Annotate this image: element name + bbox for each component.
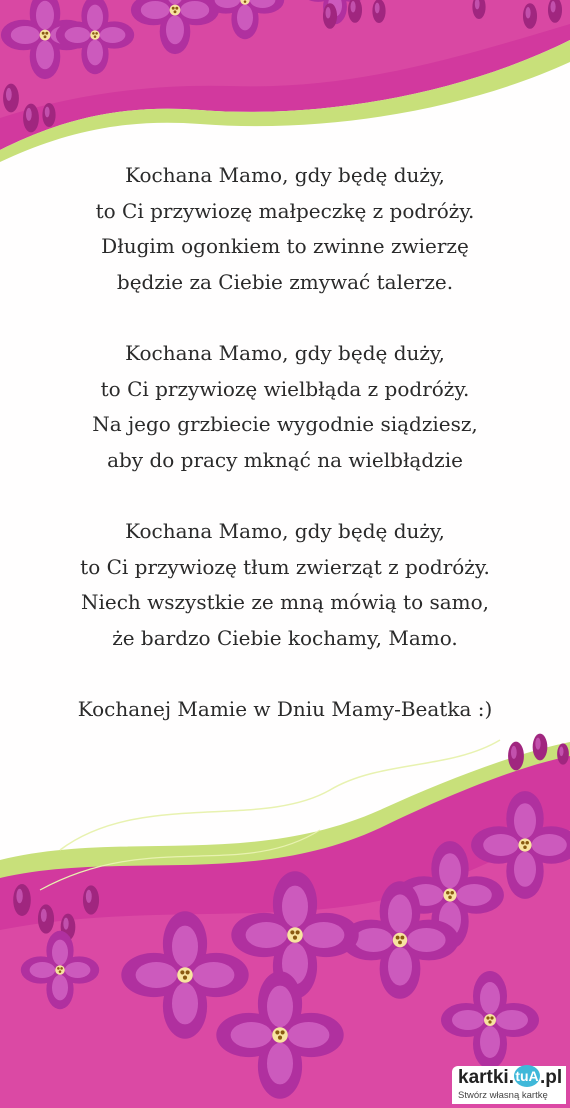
poem-line: Długim ogonkiem to zwinne zwierzę — [101, 234, 469, 259]
bottom-floral-decoration — [0, 730, 570, 1108]
poem-line: Na jego grzbiecie wygodnie siądziesz, — [92, 412, 478, 437]
signature: Kochanej Mamie w Dniu Mamy-Beatka :) — [77, 696, 493, 721]
poem-line: to Ci przywiozę wielbłąda z podróży. — [100, 376, 470, 401]
poem-line: Kochana Mamo, gdy będę duży, — [125, 518, 445, 543]
poem-line: że bardzo Ciebie kochamy, Mamo. — [112, 625, 458, 650]
poem-line: będzie za Ciebie zmywać talerze. — [116, 269, 454, 294]
poem-line: Niech wszystkie ze mną mówią to samo, — [80, 590, 490, 615]
poem-stanza-2 — [0, 336, 570, 478]
site-logo[interactable] — [452, 1066, 566, 1104]
poem-stanza-3 — [0, 514, 570, 656]
poem — [0, 158, 570, 728]
poem-line: Kochana Mamo, gdy będę duży, — [125, 340, 445, 365]
poem-line: aby do pracy mknąć na wielbłądzie — [107, 447, 463, 472]
top-floral-decoration — [0, 0, 570, 170]
logo-tagline: Stwórz własną kartkę — [458, 1090, 548, 1101]
poem-line: to Ci przywiozę małpeczkę z podróży. — [95, 198, 475, 223]
logo-wordmark: kartki.tuA.pl — [458, 1067, 563, 1088]
poem-line: Kochana Mamo, gdy będę duży, — [125, 163, 445, 187]
poem-line: to Ci przywiozę tłum zwierząt z podróży. — [80, 554, 490, 579]
poem-stanza-1 — [0, 158, 570, 300]
logo-badge: tuA — [514, 1065, 540, 1087]
